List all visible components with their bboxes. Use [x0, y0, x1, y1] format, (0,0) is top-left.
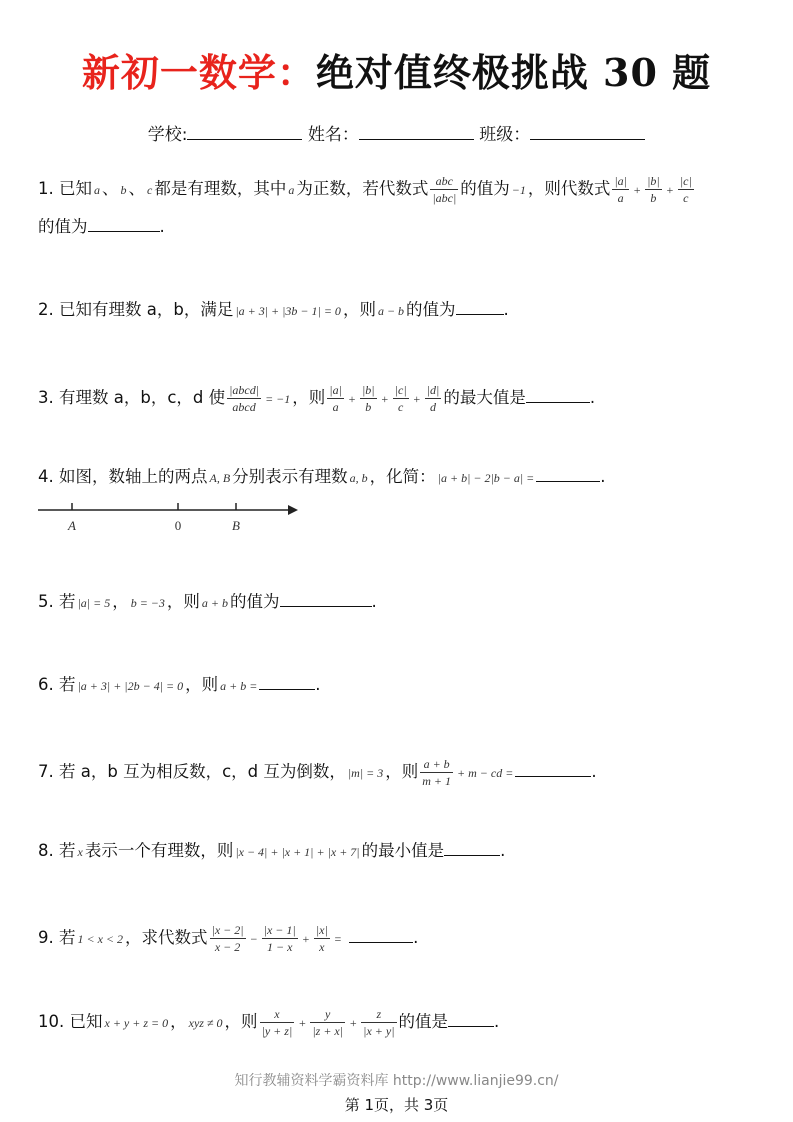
- question-3: [38, 384, 595, 413]
- q5-sep: ，: [112, 592, 129, 611]
- name-label: 姓名：: [307, 125, 359, 145]
- denominator: abcd: [232, 400, 256, 414]
- math-expression: = −1: [265, 392, 291, 406]
- math-expression: + m − cd =: [457, 766, 514, 780]
- minus-sign: −: [249, 932, 258, 946]
- numerator: |b|: [361, 383, 375, 397]
- numerator: |b|: [647, 174, 660, 188]
- q1-text: 的值为: [38, 217, 88, 236]
- q1-sep: 、: [128, 179, 145, 198]
- fraction: [314, 924, 330, 953]
- math-expression: a + b: [201, 596, 229, 610]
- q10-sep: ，: [170, 1012, 187, 1031]
- numerator: |c|: [679, 174, 692, 188]
- question-number: 2.: [38, 300, 54, 319]
- var-a: a: [94, 183, 100, 197]
- q5-text: ，则: [166, 592, 200, 611]
- q4-text: 如图，数轴上的两点: [59, 467, 208, 486]
- numerator: |abcd|: [229, 383, 260, 397]
- q8-text: 若: [59, 841, 76, 860]
- numerator: abc: [430, 175, 458, 190]
- fraction: [327, 384, 344, 413]
- q1-text: 都是有理数，其中: [154, 179, 287, 198]
- fraction: [612, 175, 629, 204]
- math-expression: A, B: [209, 471, 231, 485]
- math-expression: a − b: [377, 304, 405, 318]
- q1-text: ，则代数式: [527, 179, 611, 198]
- numerator: a + b: [420, 758, 453, 773]
- math-expression: |x − 4| + |x + 1| + |x + 7|: [235, 845, 360, 859]
- period: .: [500, 841, 506, 860]
- student-info: [0, 120, 793, 145]
- q10-text: ，则: [224, 1012, 258, 1031]
- question-number: 7.: [38, 762, 54, 781]
- plus-sign: +: [298, 1016, 307, 1030]
- math-expression: |a + b| − 2|b − a| =: [437, 471, 535, 485]
- period: .: [589, 388, 596, 407]
- math-expression: a, b: [349, 471, 368, 485]
- math-expression: |a + 3| + |2b − 4| = 0: [77, 679, 184, 693]
- plus-sign: +: [632, 183, 642, 197]
- question-number: 8.: [38, 841, 54, 860]
- q1-text: 已知: [59, 179, 92, 198]
- question-5: [38, 592, 377, 611]
- numerator: |a|: [614, 174, 627, 188]
- denominator: b: [365, 400, 372, 414]
- equals-sign: =: [333, 932, 342, 946]
- denominator: x − 2: [214, 940, 241, 954]
- fraction: [645, 175, 662, 204]
- denominator: |abc|: [432, 191, 457, 205]
- answer-blank[interactable]: [444, 841, 500, 856]
- plus-sign: +: [349, 1016, 358, 1030]
- fraction: [678, 175, 694, 204]
- numerator: |x|: [315, 923, 328, 937]
- question-7: [38, 758, 597, 787]
- label-a: A: [68, 518, 76, 533]
- q10-text: 已知: [69, 1012, 103, 1031]
- q7-text: 若 a，b 互为相反数，c，d 互为倒数，: [59, 762, 346, 781]
- numerator: y: [310, 1008, 345, 1023]
- fraction: [262, 924, 298, 953]
- question-2: [38, 300, 509, 319]
- denominator: c: [683, 191, 689, 205]
- question-number: 1.: [38, 179, 54, 198]
- answer-blank[interactable]: [259, 675, 315, 690]
- denominator: b: [650, 191, 657, 205]
- question-number: 10.: [38, 1012, 65, 1031]
- question-1: [38, 175, 696, 204]
- q3-text: 有理数 a，b，c，d 使: [59, 388, 226, 407]
- period: .: [503, 300, 509, 319]
- answer-blank[interactable]: [280, 592, 372, 607]
- answer-blank[interactable]: [448, 1012, 494, 1027]
- denominator: d: [430, 400, 437, 414]
- q6-text: ，则: [185, 675, 219, 694]
- answer-blank[interactable]: [526, 388, 590, 403]
- question-number: 9.: [38, 928, 54, 947]
- denominator: a: [332, 400, 339, 414]
- plus-sign: +: [380, 392, 389, 406]
- math-expression: b = −3: [130, 596, 165, 610]
- denominator: |y + z|: [261, 1024, 293, 1038]
- q4-text: ，化简：: [369, 467, 436, 486]
- math-expression: |a| = 5: [77, 596, 111, 610]
- q9-text: ，求代数式: [125, 928, 208, 947]
- q3-text: ，则: [292, 388, 326, 407]
- school-label: 学校:: [147, 125, 188, 145]
- period: .: [159, 217, 165, 236]
- period: .: [413, 928, 419, 947]
- fraction: [260, 1008, 295, 1037]
- denominator: |x + y|: [363, 1024, 395, 1038]
- q2-text: ，则: [342, 300, 376, 319]
- math-expression: |m| = 3: [347, 766, 384, 780]
- q5-text: 若: [59, 592, 76, 611]
- math-expression: xyz ≠ 0: [188, 1016, 223, 1030]
- name-field[interactable]: [359, 123, 474, 140]
- class-label: 班级：: [479, 125, 531, 145]
- question-6: [38, 675, 321, 694]
- denominator: m + 1: [422, 774, 452, 788]
- title-red: 新初一数学：: [81, 50, 316, 95]
- numerator: |d|: [426, 383, 440, 397]
- var-x: x: [77, 845, 83, 859]
- q6-text: 若: [59, 675, 76, 694]
- question-9: [38, 924, 418, 953]
- fraction: [430, 175, 458, 204]
- footer-site: 知行教辅资料学霸资料库 http://www.lianjie99.cn/: [234, 1073, 559, 1089]
- numerator: x: [260, 1008, 295, 1023]
- denominator: a: [617, 191, 624, 205]
- answer-blank[interactable]: [88, 217, 160, 232]
- q5-text: 的值为: [230, 592, 280, 611]
- school-field[interactable]: [187, 123, 302, 140]
- denominator: 1 − x: [266, 940, 293, 954]
- question-number: 4.: [38, 467, 54, 486]
- period: .: [494, 1012, 500, 1031]
- period: .: [371, 592, 377, 611]
- var-c: c: [147, 183, 153, 197]
- question-4: [38, 467, 606, 486]
- page-title: [0, 42, 793, 97]
- math-expression: 1 < x < 2: [77, 932, 124, 946]
- fraction: [361, 1008, 396, 1037]
- q8-text: 表示一个有理数，则: [84, 841, 234, 860]
- question-10: [38, 1008, 499, 1037]
- q10-text: 的值是: [398, 1012, 449, 1031]
- q9-text: 若: [59, 928, 76, 947]
- period: .: [315, 675, 321, 694]
- q1-sep: 、: [102, 179, 119, 198]
- question-number: 6.: [38, 675, 54, 694]
- q1-text: 为正数，若代数式: [296, 179, 429, 198]
- numerator: z: [361, 1008, 396, 1023]
- fraction: [227, 384, 261, 413]
- q2-text: 的值为: [406, 300, 456, 319]
- fraction: [310, 1008, 345, 1037]
- q2-text: 已知有理数 a，b，满足: [59, 300, 234, 319]
- denominator: c: [398, 400, 404, 414]
- plus-sign: +: [347, 392, 356, 406]
- answer-blank[interactable]: [536, 467, 600, 482]
- period: .: [591, 762, 597, 781]
- math-expression: x + y + z = 0: [104, 1016, 169, 1030]
- numerator: |x − 2|: [211, 923, 244, 937]
- number-line-figure: [36, 498, 306, 538]
- label-zero: 0: [174, 518, 182, 533]
- math-expression: |a + 3| + |3b − 1| = 0: [235, 304, 341, 318]
- period: .: [600, 467, 606, 486]
- plus-sign: +: [301, 932, 310, 946]
- question-number: 5.: [38, 592, 54, 611]
- math-expression: a + b =: [220, 679, 258, 693]
- q7-text: ，则: [385, 762, 419, 781]
- arrow-head-icon: [288, 505, 298, 515]
- answer-blank[interactable]: [515, 762, 591, 777]
- q8-text: 的最小值是: [361, 841, 445, 860]
- plus-sign: +: [665, 183, 674, 197]
- question-number: 3.: [38, 388, 54, 407]
- question-1-line-2: [38, 217, 165, 236]
- q4-text: 分别表示有理数: [232, 467, 348, 486]
- answer-blank[interactable]: [456, 300, 504, 315]
- numerator: |x − 1|: [263, 923, 296, 937]
- denominator: x: [319, 940, 325, 954]
- var-b: b: [120, 183, 127, 197]
- title-black: 绝对值终极挑战 30 题: [315, 50, 712, 95]
- label-b: B: [232, 518, 240, 533]
- class-field[interactable]: [530, 123, 645, 140]
- fraction: [360, 384, 377, 413]
- fraction: [420, 758, 453, 787]
- q1-text: 的值为: [460, 179, 510, 198]
- fraction: [425, 384, 442, 413]
- numerator: |c|: [394, 383, 407, 397]
- plus-sign: +: [412, 392, 421, 406]
- numerator: |a|: [329, 383, 342, 397]
- question-8: [38, 841, 505, 860]
- var-a: a: [288, 183, 295, 197]
- denominator: |z + x|: [312, 1024, 344, 1038]
- value: −1: [511, 183, 526, 197]
- answer-blank[interactable]: [349, 928, 413, 943]
- page-number: 第 1页，共 3页: [344, 1096, 449, 1114]
- fraction: [393, 384, 409, 413]
- fraction: [210, 924, 246, 953]
- q3-text: 的最大值是: [443, 388, 526, 407]
